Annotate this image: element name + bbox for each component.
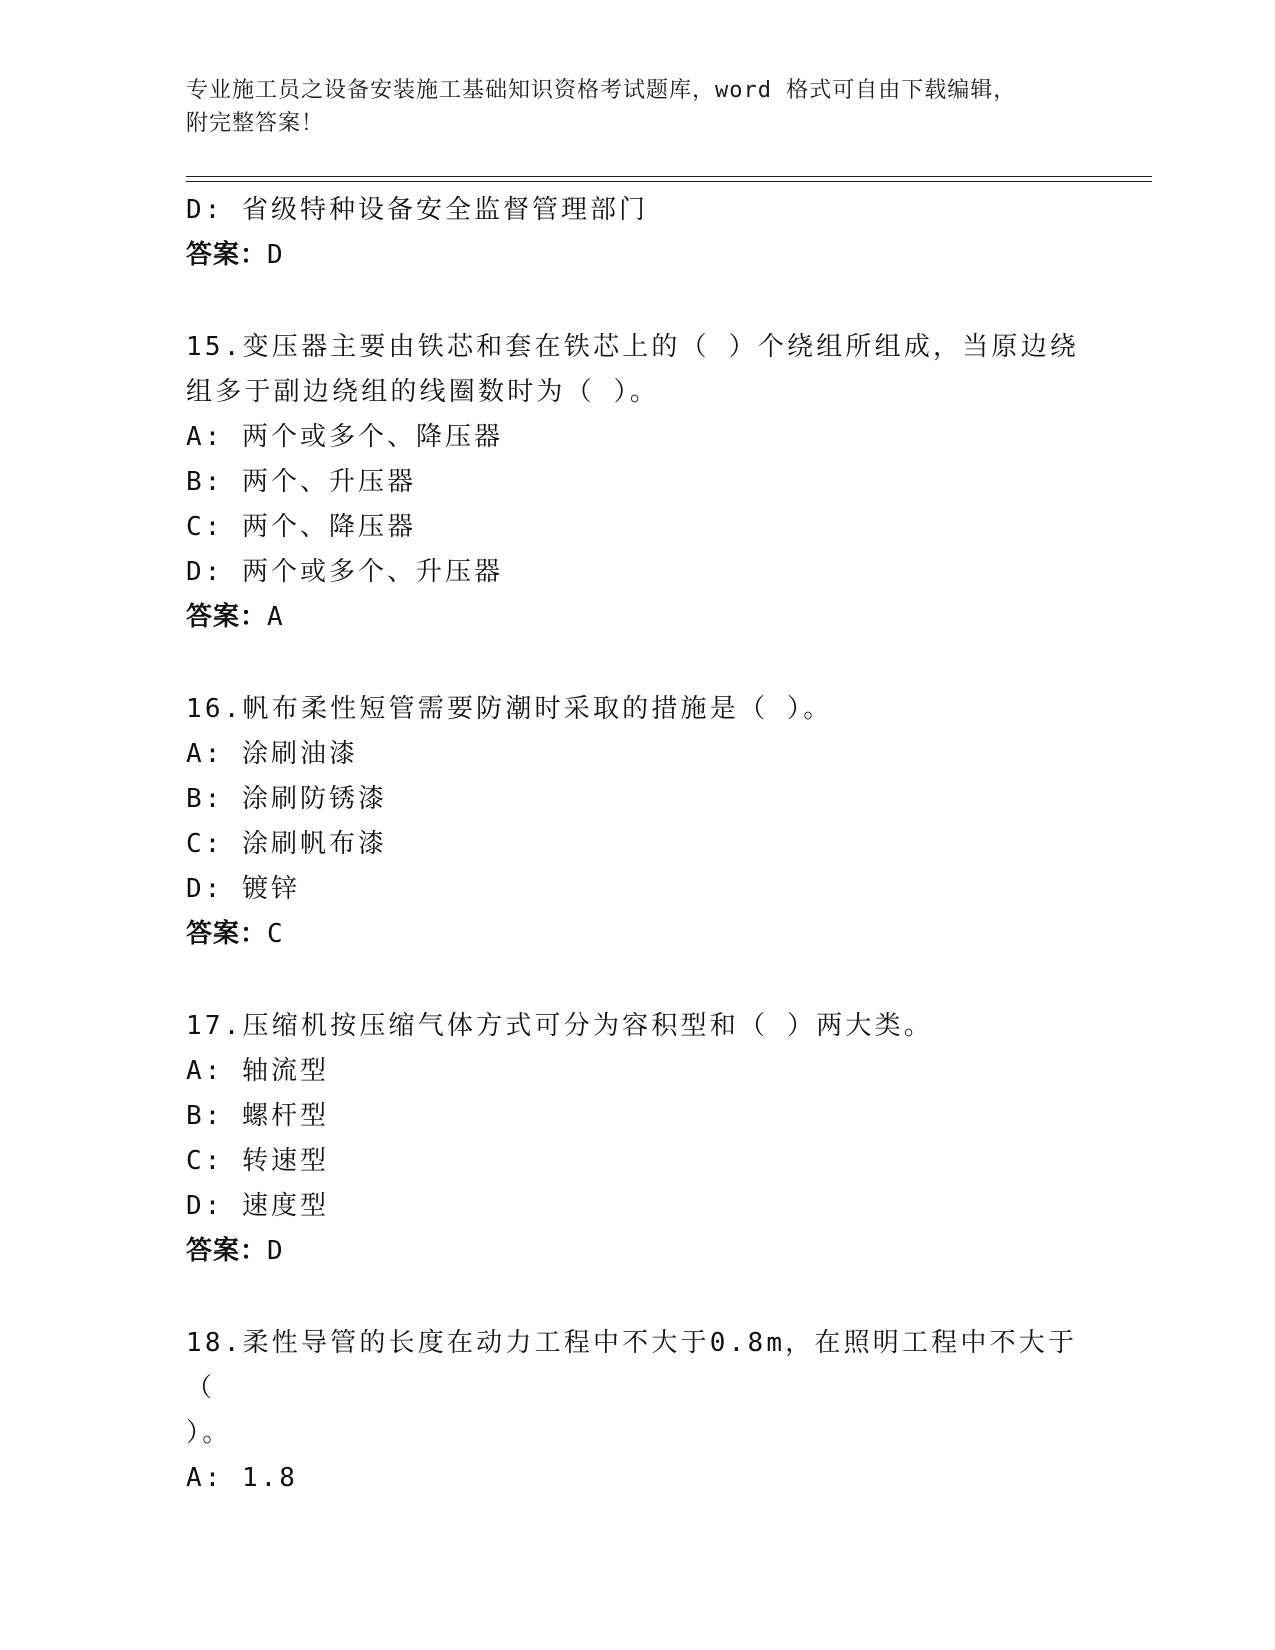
option-d: D: 省级特种设备安全监督管理部门: [186, 195, 648, 225]
spacer: [186, 957, 1086, 1004]
question-stem: [186, 325, 1086, 415]
spacer: [186, 1274, 1086, 1321]
option-c: C: 涂刷帆布漆: [186, 829, 387, 859]
previous-question-tail: [186, 188, 1086, 278]
option-b: B: 涂刷防锈漆: [186, 784, 387, 814]
answer-label: 答案：: [186, 1236, 268, 1266]
option-b: B: 两个、升压器: [186, 467, 416, 497]
answer-value: A: [267, 602, 284, 632]
stem-line-2: ）。: [186, 1418, 232, 1448]
option-a: A: 1.8: [186, 1463, 298, 1493]
header-line-1: 专业施工员之设备安装施工基础知识资格考试题库，word 格式可自由下载编辑，: [186, 78, 1017, 103]
stem-line-2: 组多于副边绕组的线圈数时为（ ）。: [186, 377, 660, 407]
answer-value: C: [267, 919, 284, 949]
stem-line-1: 16.帆布柔性短管需要防潮时采取的措施是（ ）。: [186, 694, 833, 724]
option-b: B: 螺杆型: [186, 1101, 329, 1131]
answer-label: 答案：: [186, 240, 268, 270]
header-line-2: 附完整答案！: [186, 111, 325, 136]
document-header: [186, 74, 1066, 140]
option-d: D: 镀锌: [186, 874, 300, 904]
question-stem: [186, 1004, 1086, 1049]
answer-line: [186, 1229, 1086, 1274]
spacer: [186, 278, 1086, 325]
answer-label: 答案：: [186, 919, 268, 949]
answer-value: D: [267, 240, 284, 270]
header-divider-bottom: [186, 181, 1152, 182]
stem-line-1: 17.压缩机按压缩气体方式可分为容积型和（ ）两大类。: [186, 1011, 934, 1041]
question-15: [186, 325, 1086, 640]
question-list: [186, 188, 1086, 1501]
question-18: [186, 1321, 1086, 1501]
question-16: [186, 687, 1086, 957]
stem-line-1: 18.柔性导管的长度在动力工程中不大于0.8m，在照明工程中不大于（: [186, 1328, 1078, 1403]
question-stem: [186, 1321, 1086, 1456]
spacer: [186, 640, 1086, 687]
option-c: C: 转速型: [186, 1146, 329, 1176]
option-a: A: 轴流型: [186, 1056, 329, 1086]
answer-value: D: [267, 1236, 284, 1266]
option-d: D: 速度型: [186, 1191, 329, 1221]
stem-line-1: 15.变压器主要由铁芯和套在铁芯上的（ ）个绕组所组成，当原边绕: [186, 332, 1080, 362]
header-divider-top: [186, 176, 1152, 177]
question-stem: [186, 687, 1086, 732]
question-17: [186, 1004, 1086, 1274]
option-a: A: 两个或多个、降压器: [186, 422, 503, 452]
option-c: C: 两个、降压器: [186, 512, 416, 542]
answer-line: [186, 595, 1086, 640]
answer-line: [186, 233, 1086, 278]
option-d: D: 两个或多个、升压器: [186, 557, 503, 587]
answer-line: [186, 912, 1086, 957]
answer-label: 答案：: [186, 602, 268, 632]
option-a: A: 涂刷油漆: [186, 739, 358, 769]
